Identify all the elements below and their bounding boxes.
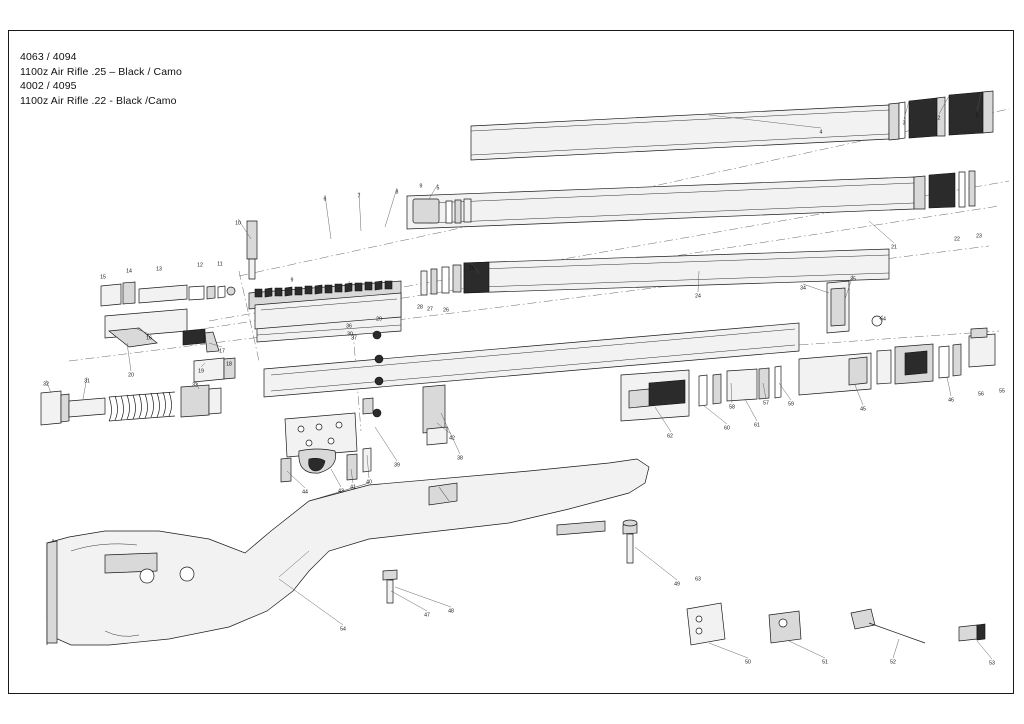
title-block bbox=[20, 50, 182, 108]
callout-number: 22 bbox=[954, 236, 960, 243]
callout-number: 10 bbox=[235, 220, 241, 227]
callout-number: 20 bbox=[128, 372, 134, 379]
callout-number: 3 bbox=[902, 120, 906, 127]
callout-number: 26 bbox=[443, 307, 449, 314]
callout-number: 18 bbox=[226, 361, 232, 368]
callout-number: 49 bbox=[674, 581, 680, 588]
callout-number: 21 bbox=[891, 244, 897, 251]
callout-number: 6 bbox=[323, 196, 327, 203]
title-line-4: 1100z Air Rifle .22 - Black /Camo bbox=[20, 94, 177, 107]
rifle-stock bbox=[47, 459, 649, 645]
title-line-3: 4002 / 4095 bbox=[20, 80, 77, 92]
barrel-shroud-assembly bbox=[471, 91, 993, 160]
title-line-1: 4063 / 4094 bbox=[20, 51, 77, 63]
callout-number: 54 bbox=[340, 626, 346, 633]
callout-number: 44 bbox=[302, 489, 308, 496]
callout-number: 59 bbox=[788, 401, 794, 408]
callout-number: 13 bbox=[156, 266, 162, 273]
callout-number: 57 bbox=[763, 400, 769, 407]
callout-number: 8 bbox=[395, 189, 399, 196]
callout-number: 40 bbox=[366, 479, 372, 486]
callout-number: 45 bbox=[860, 406, 866, 413]
callout-number: 62 bbox=[667, 433, 673, 440]
coil-spring bbox=[109, 392, 175, 421]
magazine-and-blocks bbox=[827, 281, 882, 333]
callout-number: 1 bbox=[975, 112, 979, 119]
callout-number: 41 bbox=[350, 484, 356, 491]
callout-number: 2 bbox=[937, 115, 941, 122]
callout-number: 29 bbox=[376, 316, 382, 323]
callout-number: 34 bbox=[800, 285, 806, 292]
callout-number: 7 bbox=[357, 193, 361, 200]
callout-number: 25 bbox=[469, 265, 475, 272]
callout-number: 53 bbox=[989, 660, 995, 667]
callout-number: 48 bbox=[448, 608, 454, 615]
callout-number: 38 bbox=[457, 455, 463, 462]
callout-number: 60 bbox=[724, 425, 730, 432]
callout-number: 37 bbox=[351, 335, 357, 342]
callout-number: 46 bbox=[948, 397, 954, 404]
exploded-diagram-svg bbox=[9, 31, 1015, 695]
callout-number: 51 bbox=[822, 659, 828, 666]
callout-number: 64 bbox=[880, 316, 886, 323]
callout-number: 9 bbox=[419, 183, 423, 190]
callout-number: 58 bbox=[729, 404, 735, 411]
callout-number: 42 bbox=[449, 435, 455, 442]
callout-number: 56 bbox=[978, 391, 984, 398]
inner-barrel-assembly bbox=[407, 171, 975, 229]
callout-number: 61 bbox=[754, 422, 760, 429]
callout-number: 11 bbox=[217, 261, 223, 268]
callout-number: 31 bbox=[84, 378, 90, 385]
callout-number: 15 bbox=[100, 274, 106, 281]
callout-number: 5 bbox=[436, 185, 440, 192]
callout-number: 35 bbox=[850, 276, 856, 283]
callout-number: 32 bbox=[43, 381, 49, 388]
callout-number: 55 bbox=[999, 388, 1005, 395]
third-tube-assembly bbox=[421, 249, 889, 295]
spring-guide-assembly bbox=[41, 385, 221, 425]
title-line-2: 1100z Air Rifle .25 – Black / Camo bbox=[20, 65, 182, 78]
callout-number: 4 bbox=[819, 129, 823, 136]
callout-number: 52 bbox=[890, 659, 896, 666]
callout-number: 39 bbox=[394, 462, 400, 469]
callout-number: 12 bbox=[197, 262, 203, 269]
bottom-accessories bbox=[687, 603, 985, 645]
callout-number: 33 bbox=[192, 382, 198, 389]
callout-number: 16 bbox=[146, 335, 152, 342]
callout-number: 43 bbox=[338, 488, 344, 495]
callout-number: 50 bbox=[745, 659, 751, 666]
callout-number: 28 bbox=[417, 304, 423, 311]
callout-number: 63 bbox=[695, 576, 701, 583]
callout-number: 47 bbox=[424, 612, 430, 619]
callout-number: 17 bbox=[219, 348, 225, 355]
callout-number: 14 bbox=[126, 268, 132, 275]
trigger-group-assembly bbox=[281, 413, 371, 482]
drawing-sheet-border bbox=[8, 30, 1014, 694]
callout-number: 27 bbox=[427, 306, 433, 313]
callout-number: 23 bbox=[976, 233, 982, 240]
callout-number: 19 bbox=[198, 368, 204, 375]
callout-number: 24 bbox=[695, 293, 701, 300]
callout-number: 9 bbox=[290, 277, 294, 284]
callout-number: 36 bbox=[346, 323, 352, 330]
callout-number: 30 bbox=[347, 331, 353, 338]
left-small-parts-cluster bbox=[101, 221, 257, 382]
